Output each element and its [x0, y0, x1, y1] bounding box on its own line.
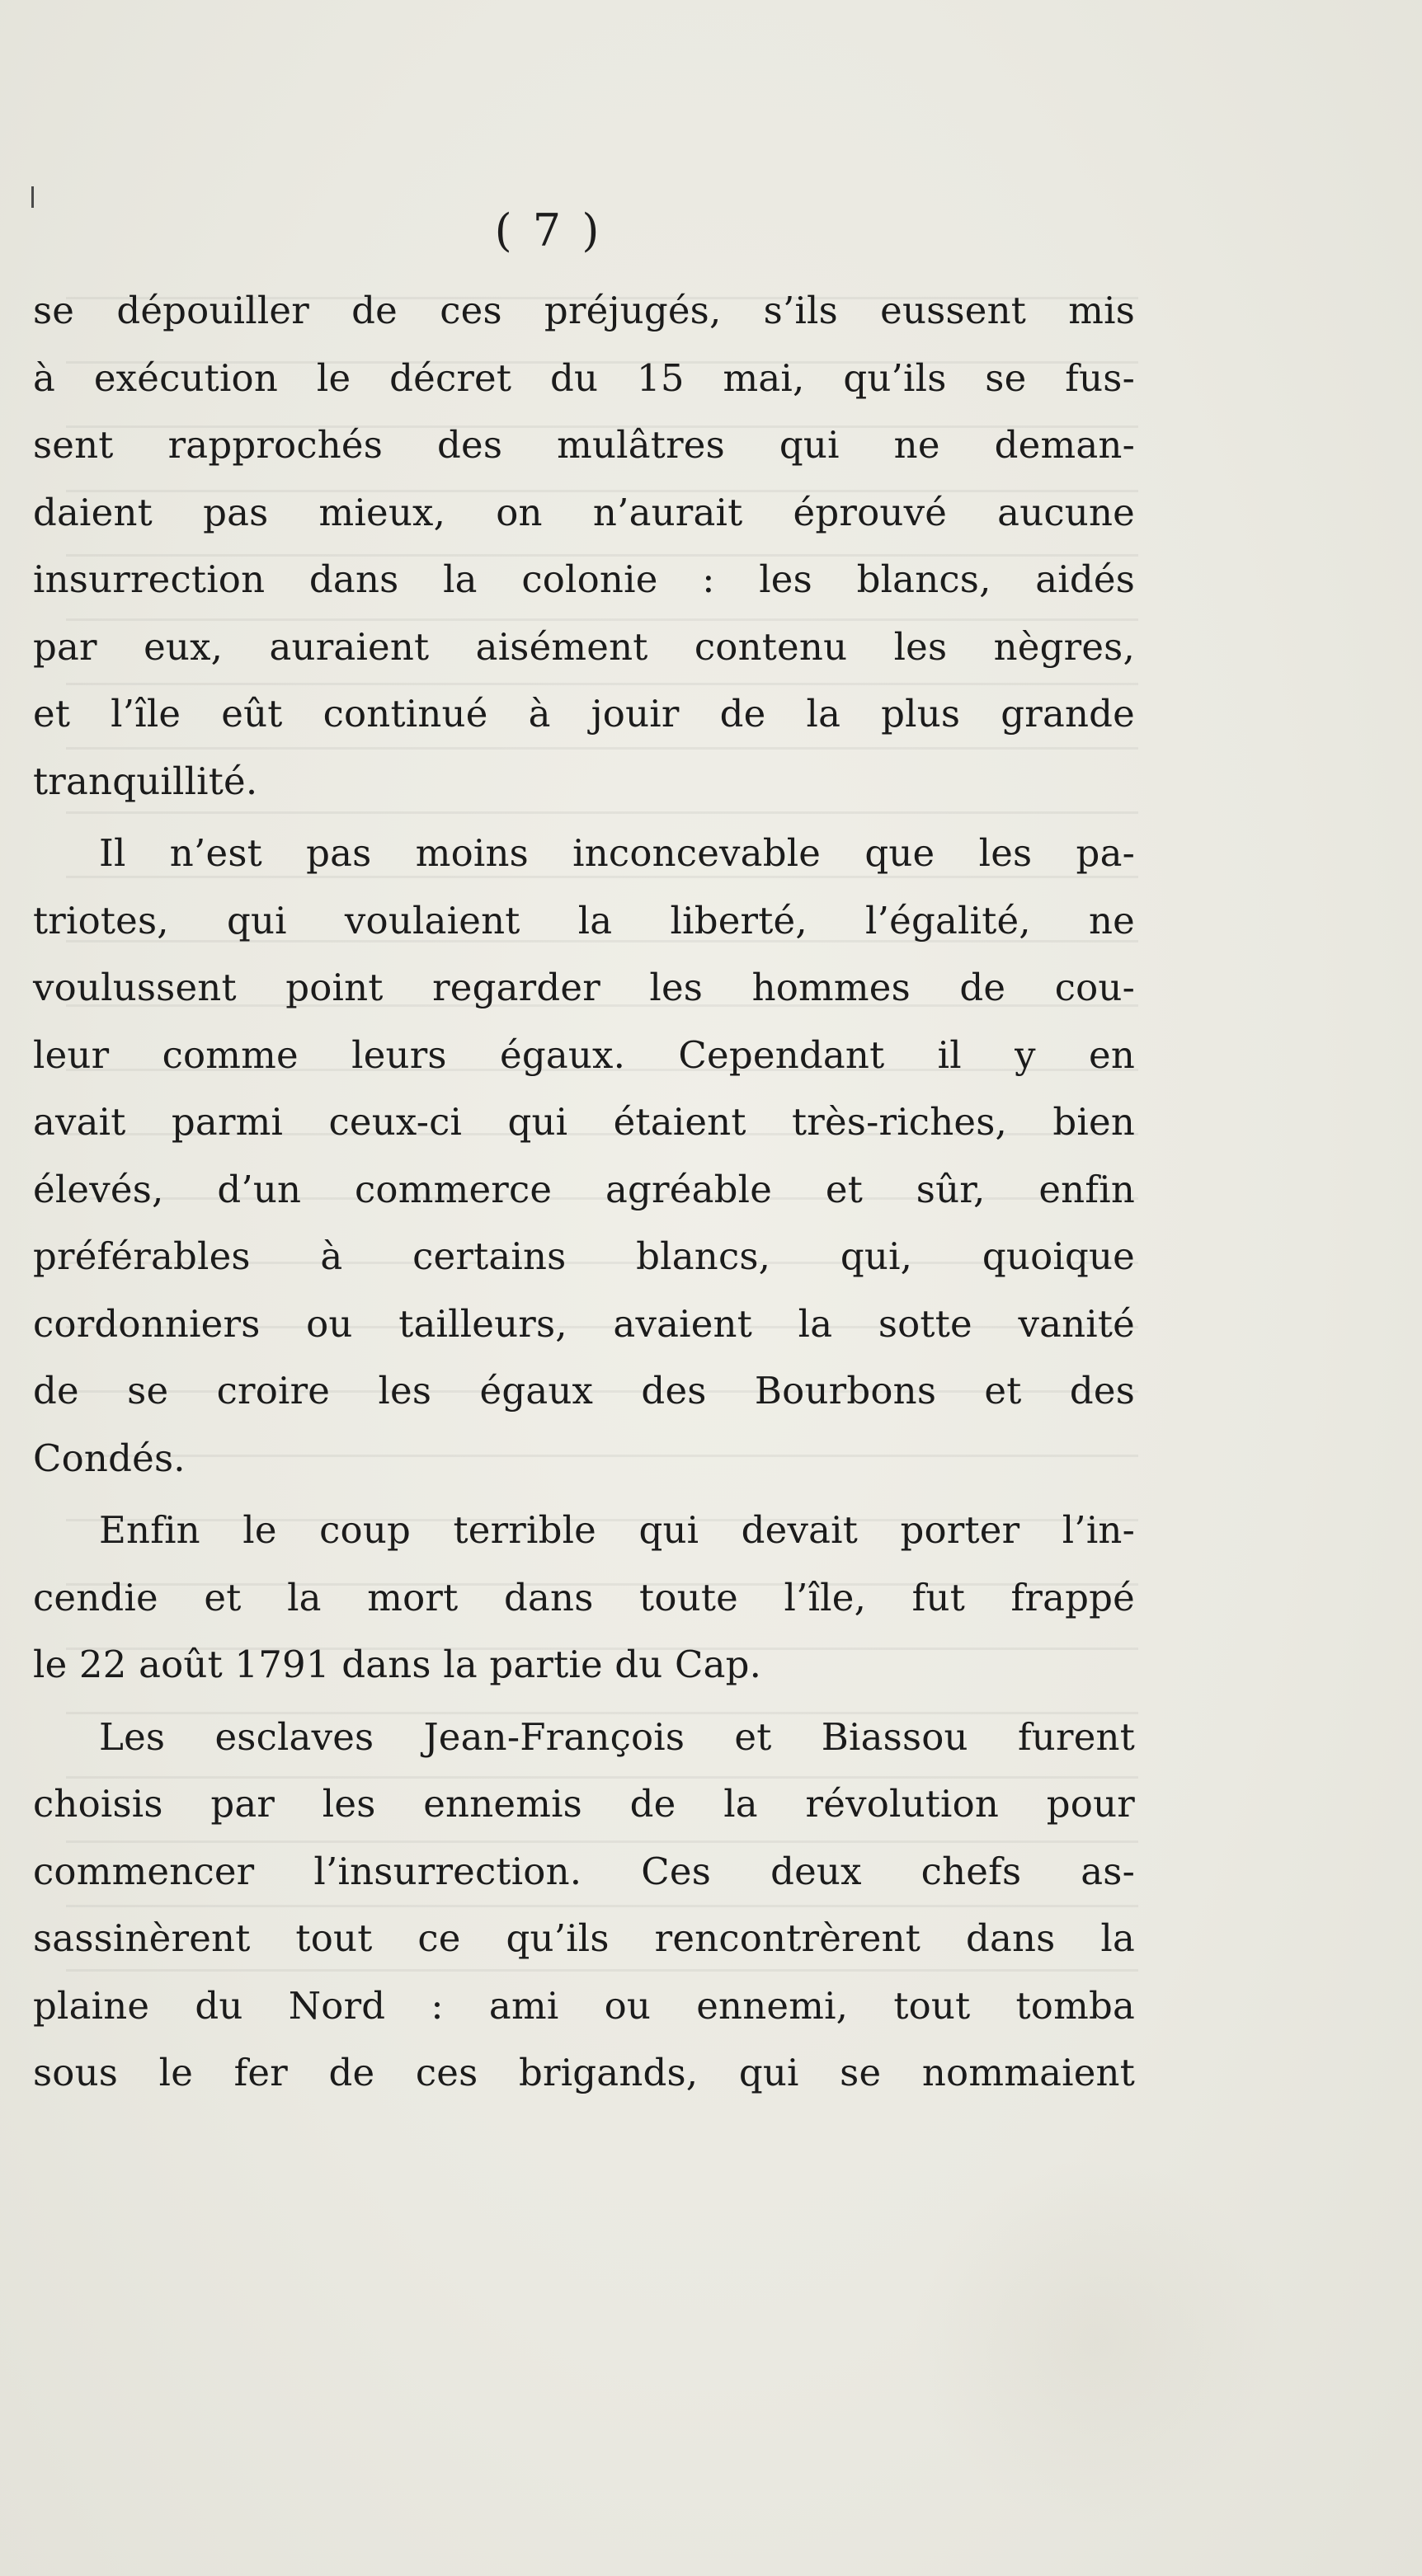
- text-line: sassinèrent tout ce qu’ils rencontrèrent dans la: [33, 1916, 1135, 1960]
- text-line: à exécution le décret du 15 mai, qu’ils se fus-: [33, 355, 1135, 400]
- body-text: [33, 277, 1135, 2107]
- paragraph: [33, 820, 1135, 1492]
- text-line: cordonniers ou tailleurs, avaient la sotte vanité: [33, 1301, 1135, 1346]
- text-line: avait parmi ceux-ci qui étaient très-riches, bien: [33, 1100, 1135, 1144]
- text-line: Condés.: [33, 1436, 186, 1480]
- text-line: le 22 août 1791 dans la partie du Cap.: [33, 1643, 762, 1686]
- text-line: préférables à certains blancs, qui, quoique: [33, 1234, 1135, 1278]
- text-line: tranquillité.: [33, 759, 258, 803]
- text-line: cendie et la mort dans toute l’île, fut frappé: [33, 1575, 1135, 1619]
- text-line: se dépouiller de ces préjugés, s’ils eussent mis: [33, 289, 1135, 332]
- text-line: choisis par les ennemis de la révolution pour: [33, 1782, 1135, 1826]
- text-line: par eux, auraient aisément contenu les nègres,: [33, 624, 1135, 669]
- paragraph: [33, 1497, 1135, 1699]
- paper-stain: [907, 2160, 1287, 2523]
- text-line: Il n’est pas moins inconcevable que les pa-: [99, 831, 1135, 875]
- text-line: commencer l’insurrection. Ces deux chefs as-: [33, 1849, 1135, 1893]
- text-line: leur comme leurs égaux. Cependant il y en: [33, 1032, 1135, 1077]
- text-line: Les esclaves Jean-François et Biassou furent: [99, 1714, 1135, 1759]
- text-line: de se croire les égaux des Bourbons et des: [33, 1369, 1135, 1413]
- text-line: voulussent point regarder les hommes de cou-: [33, 966, 1135, 1009]
- text-line: élevés, d’un commerce agréable et sûr, enfin: [33, 1167, 1135, 1211]
- text-line: Enfin le coup terrible qui devait porter l’in-: [99, 1508, 1135, 1552]
- text-line: triotes, qui voulaient la liberté, l’égalité, ne: [33, 898, 1135, 942]
- text-line: sent rapprochés des mulâtres qui ne deman-: [33, 423, 1135, 467]
- text-line: insurrection dans la colonie : les blancs, aidés: [33, 557, 1135, 601]
- paragraph: [33, 277, 1135, 815]
- page-number: ( 7 ): [494, 204, 603, 256]
- text-line: et l’île eût continué à jouir de la plus grande: [33, 692, 1135, 736]
- text-line: sous le fer de ces brigands, qui se nommaient: [33, 2051, 1135, 2094]
- text-line: plaine du Nord : ami ou ennemi, tout tomba: [33, 1983, 1135, 2028]
- text-line: daient pas mieux, on n’aurait éprouvé aucune: [33, 490, 1135, 534]
- paragraph: [33, 1704, 1135, 2107]
